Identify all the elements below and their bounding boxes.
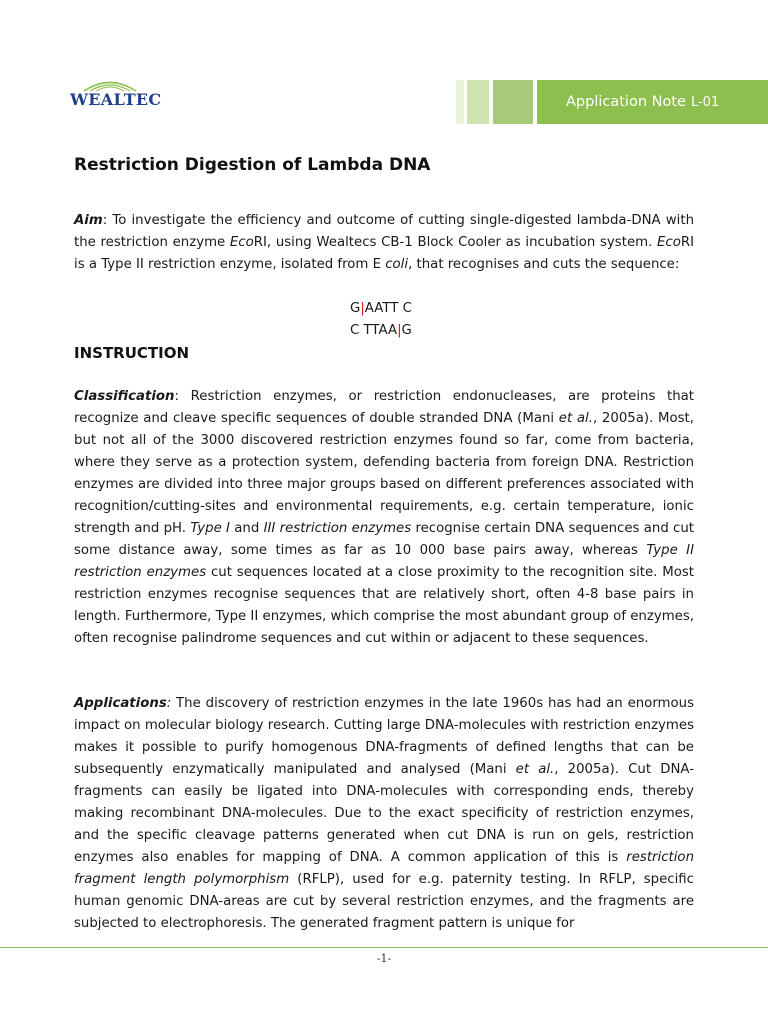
class-text-4: recognise certain DNA sequences and cut some distance away, some times as far as 10 000 base pairs away, whereas xyxy=(74,521,695,558)
application-note-badge xyxy=(537,80,768,124)
classification-label: Classification xyxy=(74,389,175,404)
aim-text-1: : To investigate the efficiency and outcome of cutting single-digested lambda-DNA with the restriction enzyme xyxy=(74,213,694,250)
aim-label: Aim xyxy=(74,213,103,228)
header-stripe-2 xyxy=(467,80,489,124)
badge-label: Application Note xyxy=(566,94,686,110)
document-title: Restriction Digestion of Lambda DNA xyxy=(74,155,431,175)
aim-coli: coli xyxy=(385,257,409,272)
aim-paragraph xyxy=(74,210,694,276)
app-rflp: restriction fragment length polymorphism xyxy=(74,850,694,887)
class-type3: III restriction enzymes xyxy=(263,521,412,536)
seq2-b: G xyxy=(401,323,412,338)
class-text-2: , 2005a). Most, but not all of the 3000 discovered restriction enzymes found so far, come from bacteria, where they serve as a protection system, defending bacteria from foreign DNA. Restriction enzymes are divided into three major groups based on different preferences associated with recognition/cutting-sites and environmental requirements, e.g. certain temperature, ionic strength and pH. xyxy=(74,411,694,536)
applications-colon: : xyxy=(166,696,172,711)
sequence-line-2 xyxy=(350,320,412,342)
app-text-3: (RFLP), used for e.g. paternity testing. In RFLP, specific human genomic DNA-areas are cut by several restriction enzymes, and the fragments are subjected to electrophoresis. The generated fragment pattern is unique for xyxy=(74,872,694,931)
footer-divider xyxy=(0,947,768,948)
app-etal: et al. xyxy=(515,762,555,777)
page-number: -1- xyxy=(376,952,392,965)
aim-text-4: , that recognises and cuts the sequence: xyxy=(408,257,680,272)
seq2-a: C TTAA xyxy=(350,323,398,338)
cut-mark-1: | xyxy=(360,301,365,316)
class-text-3: and xyxy=(229,521,264,536)
aim-eco-1: Eco xyxy=(229,235,254,250)
sequence-line-1 xyxy=(350,298,412,320)
logo-text: WEALTEC xyxy=(70,90,162,109)
aim-text-3: RI is a Type II restriction enzyme, isolated from E xyxy=(74,235,695,272)
seq1-b: AATT C xyxy=(364,301,412,316)
class-text-5: cut sequences located at a close proximity to the recognition site. Most restriction enzymes recognise sequences that are relatively short, often 4-8 base pairs in length. Furthermore, Type II enzymes, which comprise the most abundant group of enzymes, often recognise palindrome sequences and cut within or adjacent to these sequences. xyxy=(74,565,694,646)
class-text-1: : Restriction enzymes, or restriction endonucleases, are proteins that recognize and cleave specific sequences of double stranded DNA (Mani xyxy=(74,389,694,426)
class-type2: Type II restriction enzymes xyxy=(74,543,695,580)
wealtec-logo xyxy=(70,78,168,114)
classification-paragraph xyxy=(74,386,694,650)
header-stripe-3 xyxy=(493,80,533,124)
class-type1: Type I xyxy=(190,521,230,536)
app-text-1: The discovery of restriction enzymes in the late 1960s has had an enormous impact on molecular biology research. Cutting large DNA-molecules with restriction enzymes makes it possible to purify homogenous DNA-fragments of defined lengths that can be subsequently enzymatically manipulated and analysed (Mani xyxy=(74,696,694,777)
aim-eco-2: Eco xyxy=(656,235,681,250)
aim-text-2: RI, using Wealtecs CB-1 Block Cooler as incubation system. xyxy=(253,235,657,250)
app-text-2: , 2005a). Cut DNA-fragments can easily be ligated into DNA-molecules with corresponding ends, thereby making recombinant DNA-molecules. Due to the exact specificity of restriction enzymes, and the specific cleavage patterns generated when cut DNA is run on gels, restriction enzymes also enables for mapping of DNA. A common application of this is xyxy=(74,762,694,865)
applications-paragraph xyxy=(74,693,694,935)
seq1-a: G xyxy=(350,301,361,316)
cut-mark-2: | xyxy=(397,323,402,338)
class-etal: et al. xyxy=(558,411,593,426)
instruction-heading: INSTRUCTION xyxy=(74,344,190,362)
badge-code: L-01 xyxy=(690,94,720,110)
applications-label: Applications xyxy=(74,696,167,711)
header-stripe-1 xyxy=(456,80,464,124)
